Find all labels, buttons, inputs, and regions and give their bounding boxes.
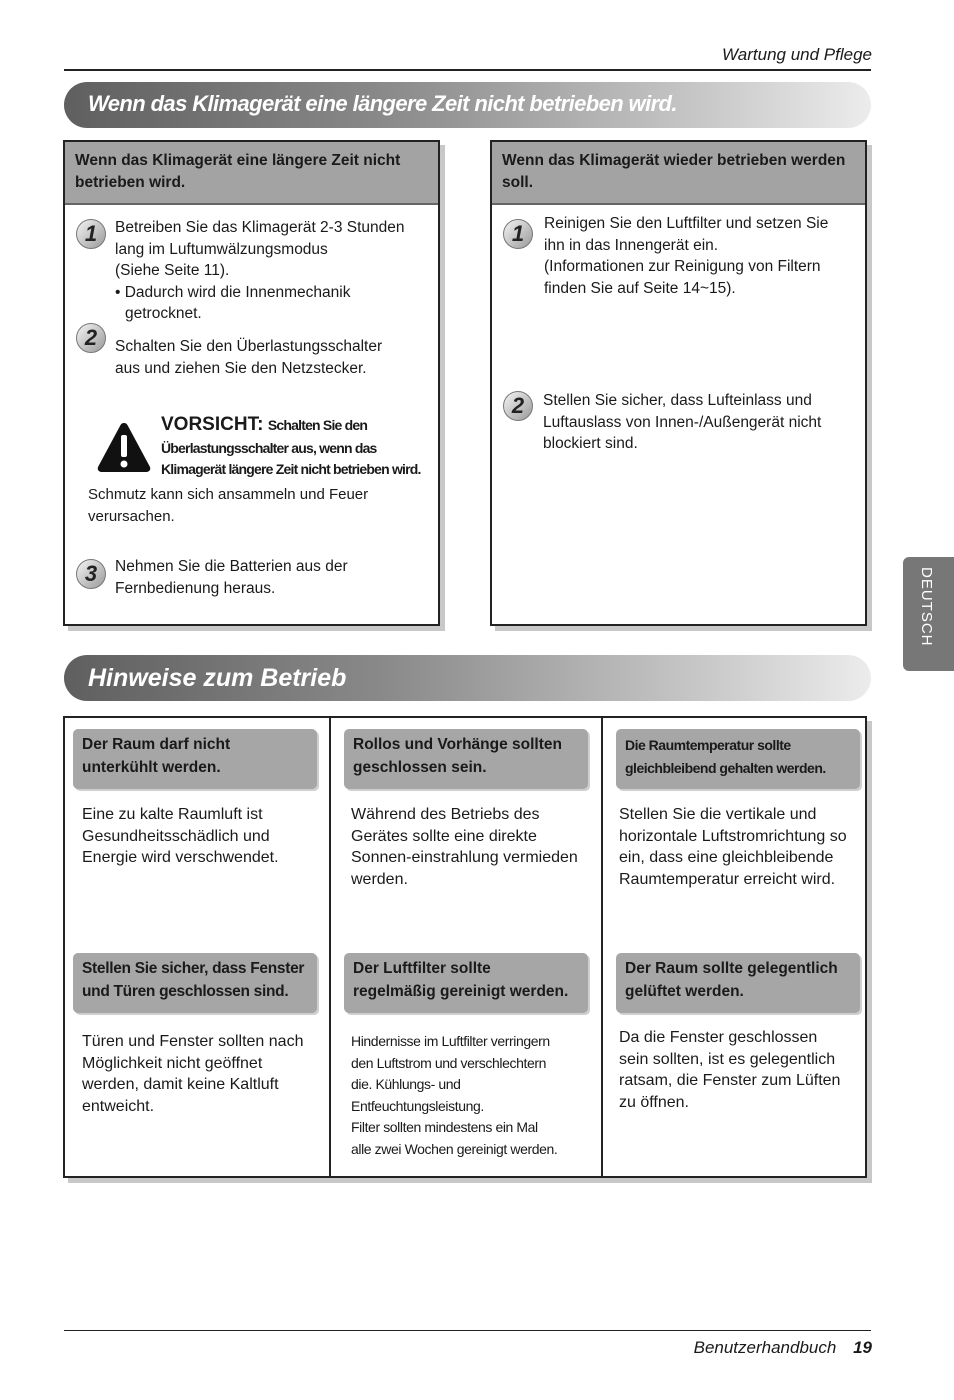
- caution-label: VORSICHT:: [161, 414, 264, 435]
- tip-body-line: die. Kühlungs- und: [351, 1076, 461, 1092]
- caution-line: verursachen.: [88, 507, 175, 525]
- caution-bold-line: Schalten Sie den: [267, 417, 368, 433]
- tip-body-line: Sonnen-einstrahlung vermieden: [351, 849, 578, 866]
- column-divider: [601, 718, 603, 1176]
- storage-instructions-box: [63, 140, 440, 626]
- restart-instructions-box: [490, 140, 867, 626]
- tip-heading-line: und Türen geschlossen sind.: [82, 982, 289, 1000]
- tip-body-line: Raumtemperatur erreicht wird.: [619, 870, 836, 888]
- tip-heading-line: Der Raum sollte gelegentlich: [625, 960, 838, 977]
- language-tab-label: DEUTSCH: [918, 567, 935, 647]
- step-2-line: blockiert sind.: [543, 435, 638, 452]
- tip-heading: [344, 729, 588, 789]
- tip-body-line: zu öffnen.: [619, 1093, 689, 1111]
- tip-body-line: ratsam, die Fenster zum Lüften: [619, 1072, 841, 1089]
- step-2-text: [115, 336, 382, 379]
- step-3-text: [115, 556, 348, 599]
- tip-heading: [616, 953, 860, 1013]
- step-2-text: [543, 390, 821, 455]
- tip-body-line: Energie wird verschwendet.: [82, 849, 279, 866]
- caution-text: [88, 484, 368, 527]
- tip-heading-line: Der Raum darf nicht: [82, 736, 231, 753]
- tip-body-line: Gesundheitsschädlich und: [82, 827, 270, 845]
- tip-body: [351, 804, 578, 890]
- step-1-line: (Informationen zur Reinigung von Filtern: [544, 258, 821, 275]
- tip-heading-line: Rollos und Vorhänge sollten: [353, 736, 562, 753]
- footer-title: Benutzerhandbuch: [693, 1338, 837, 1357]
- step-number-2: 2: [76, 323, 106, 353]
- tip-heading: [616, 729, 860, 789]
- step-3-line: Nehmen Sie die Batterien aus der: [115, 558, 348, 575]
- caution-line: Schmutz kann sich ansammeln und Feuer: [88, 486, 369, 503]
- caution-bold-line: Klimagerät längere Zeit nicht betrieben wird.: [161, 461, 421, 477]
- step-1-line: (Siehe Seite 11).: [115, 262, 230, 279]
- tip-body-line: Möglichkeit nicht geöffnet: [82, 1054, 263, 1072]
- tip-body: [619, 1027, 840, 1113]
- step-2-line: Stellen Sie sicher, dass Lufteinlass und: [543, 392, 812, 409]
- step-1-line: • Dadurch wird die Innenmechanik: [115, 283, 351, 301]
- step-1-line: lang im Luftumwälzungsmodus: [115, 240, 328, 258]
- tip-heading-line: regelmäßig gereinigt werden.: [353, 982, 569, 1000]
- footer: [694, 1338, 872, 1358]
- page-number: 19: [853, 1338, 872, 1357]
- step-1-line: ihn in das Innengerät ein.: [544, 236, 719, 254]
- caution-block: [161, 413, 441, 480]
- section-banner-tips: [64, 655, 871, 701]
- tip-body-line: sein sollten, ist es gelegentlich: [619, 1050, 836, 1068]
- step-1-text: [115, 217, 405, 325]
- header-rule: [64, 69, 871, 71]
- step-number-2: 2: [503, 391, 533, 421]
- tip-heading-line: Die Raumtemperatur sollte: [625, 737, 791, 753]
- tip-heading-line: gelüftet werden.: [625, 982, 744, 1000]
- tip-heading-line: unterkühlt werden.: [82, 758, 221, 776]
- tip-heading: [344, 953, 588, 1013]
- tip-heading-line: geschlossen sein.: [353, 758, 487, 776]
- step-2-line: Luftauslass von Innen-/Außengerät nicht: [543, 413, 822, 431]
- step-3-line: Fernbedienung heraus.: [115, 579, 276, 597]
- tip-body-line: entweicht.: [82, 1097, 155, 1115]
- step-1-line: getrocknet.: [125, 305, 202, 322]
- section-banner-storage: [64, 82, 871, 128]
- running-header: Wartung und Pflege: [722, 45, 872, 64]
- tip-body-line: werden.: [351, 870, 408, 888]
- step-1-line: finden Sie auf Seite 14~15).: [544, 279, 736, 297]
- tip-heading-line: Der Luftfilter sollte: [353, 960, 491, 977]
- step-2-line: aus und ziehen Sie den Netzstecker.: [115, 359, 367, 377]
- tip-body-line: Filter sollten mindestens ein Mal: [351, 1119, 538, 1135]
- step-number-1: 1: [503, 219, 533, 249]
- section-title: Hinweise zum Betrieb: [88, 664, 347, 692]
- tip-body-line: Entfeuchtungsleistung.: [351, 1097, 484, 1114]
- tip-body-line: Türen und Fenster sollten nach: [82, 1033, 304, 1050]
- tip-body-line: Gerätes sollte eine direkte: [351, 827, 537, 845]
- tip-body: [82, 1031, 303, 1117]
- step-number-1: 1: [76, 219, 106, 249]
- tip-body-line: Hindernisse im Luftfilter verringern: [351, 1033, 550, 1049]
- tip-body-line: Eine zu kalte Raumluft ist: [82, 806, 263, 823]
- operation-tips-grid: [63, 716, 867, 1178]
- tip-heading-line: Stellen Sie sicher, dass Fenster: [82, 960, 305, 977]
- tip-body: [82, 804, 279, 869]
- step-1-text: [544, 213, 828, 299]
- box-heading: Wenn das Klimagerät wieder betrieben werden soll.: [492, 142, 865, 205]
- tip-body-line: ein, dass eine gleichbleibende: [619, 849, 834, 866]
- box-heading: Wenn das Klimagerät eine längere Zeit nicht betrieben wird.: [65, 142, 438, 205]
- tip-heading: [73, 729, 317, 789]
- tip-body-line: werden, damit keine Kaltluft: [82, 1076, 279, 1093]
- tip-body-line: Stellen Sie die vertikale und: [619, 806, 817, 823]
- tip-body-line: den Luftstrom und verschlechtern: [351, 1054, 546, 1071]
- section-title: Wenn das Klimagerät eine längere Zeit nicht betrieben wird.: [88, 91, 677, 116]
- tip-body-line: Während des Betriebs des: [351, 806, 540, 823]
- tip-heading-line: gleichbleibend gehalten werden.: [625, 759, 826, 776]
- column-divider: [329, 718, 331, 1176]
- tip-heading: [73, 953, 317, 1013]
- step-1-line: Betreiben Sie das Klimagerät 2-3 Stunden: [115, 219, 405, 236]
- tip-body-line: horizontale Luftstromrichtung so: [619, 827, 847, 845]
- step-1-line: Reinigen Sie den Luftfilter und setzen Sie: [544, 215, 829, 232]
- step-2-line: Schalten Sie den Überlastungsschalter: [115, 338, 383, 355]
- tip-body: [351, 1031, 557, 1160]
- tip-body-line: alle zwei Wochen gereinigt werden.: [351, 1140, 558, 1157]
- caution-bold-line: Überlastungsschalter aus, wenn das: [161, 440, 377, 456]
- tip-body: [619, 804, 847, 890]
- footer-rule: [64, 1330, 871, 1331]
- language-tab: [903, 557, 954, 671]
- warning-triangle-icon: [96, 421, 152, 473]
- tip-body-line: Da die Fenster geschlossen: [619, 1029, 818, 1046]
- step-number-3: 3: [76, 559, 106, 589]
